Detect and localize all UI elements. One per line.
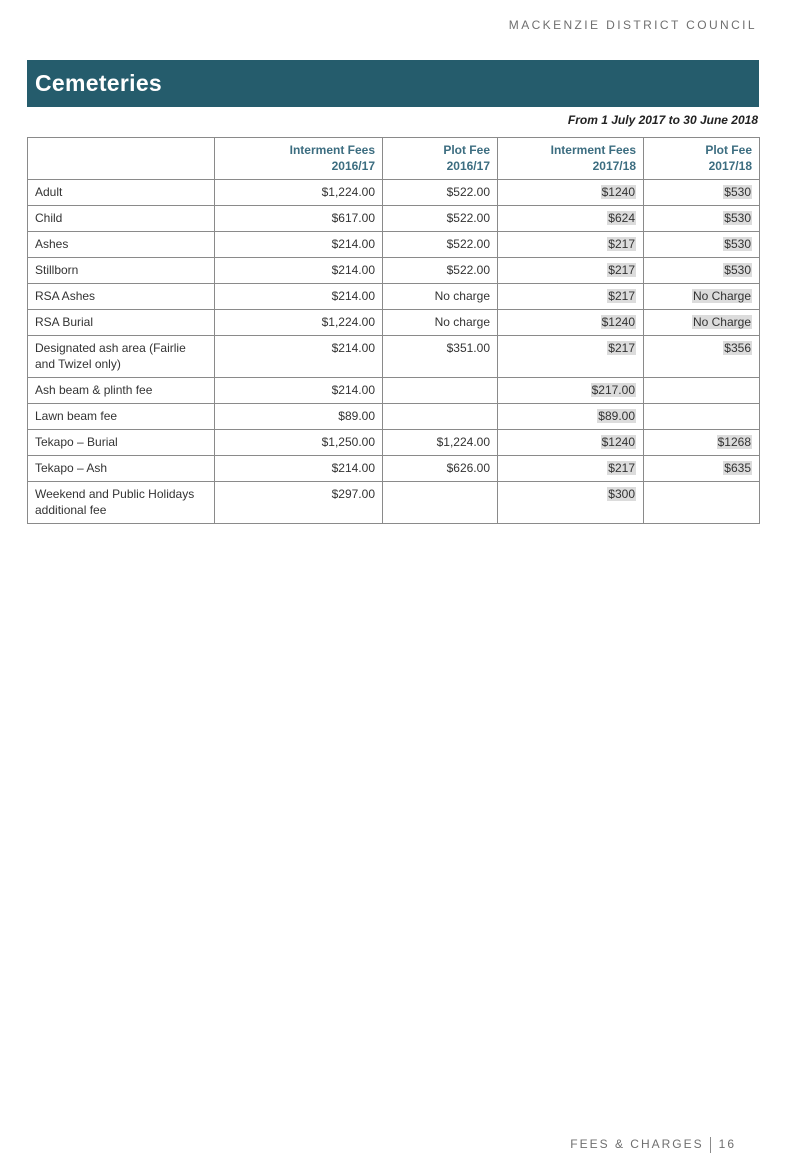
cell-plot-1617: $522.00	[383, 232, 498, 258]
cell-plot-1617: No charge	[383, 284, 498, 310]
cell-label: Ash beam & plinth fee	[28, 378, 215, 404]
table-row	[28, 258, 760, 284]
column-header-plot-1718: Plot Fee 2017/18	[644, 138, 760, 180]
cemetery-fees-table	[27, 137, 760, 524]
table-row	[28, 404, 760, 430]
page-number: 16	[718, 1137, 736, 1152]
cell-plot-1718: $635	[644, 456, 760, 482]
cell-interment-1617: $1,224.00	[215, 310, 383, 336]
page-footer	[570, 1137, 736, 1153]
cell-plot-1718: $1268	[644, 430, 760, 456]
cell-interment-1718: $217.00	[498, 378, 644, 404]
table-row	[28, 482, 760, 524]
cell-plot-1718: $530	[644, 258, 760, 284]
cell-plot-1617: $1,224.00	[383, 430, 498, 456]
table-row	[28, 284, 760, 310]
cell-interment-1617: $214.00	[215, 378, 383, 404]
cell-plot-1718: No Charge	[644, 310, 760, 336]
cell-interment-1718: $217	[498, 336, 644, 378]
cell-plot-1718: $530	[644, 180, 760, 206]
cell-label: Tekapo – Burial	[28, 430, 215, 456]
cell-interment-1718: $1240	[498, 430, 644, 456]
cell-label: Weekend and Public Holidays additional fee	[28, 482, 215, 524]
cell-interment-1617: $1,250.00	[215, 430, 383, 456]
cell-plot-1718: $356	[644, 336, 760, 378]
cell-plot-1718	[644, 482, 760, 524]
cell-interment-1617: $214.00	[215, 456, 383, 482]
cell-interment-1617: $214.00	[215, 232, 383, 258]
cell-interment-1718: $217	[498, 284, 644, 310]
column-header-description	[28, 138, 215, 180]
cell-interment-1617: $214.00	[215, 284, 383, 310]
cell-plot-1617	[383, 378, 498, 404]
cell-interment-1617: $89.00	[215, 404, 383, 430]
organization-name: MACKENZIE DISTRICT COUNCIL	[508, 18, 757, 32]
cell-label: RSA Ashes	[28, 284, 215, 310]
section-banner	[27, 60, 759, 107]
cell-label: Adult	[28, 180, 215, 206]
cell-interment-1718: $217	[498, 456, 644, 482]
cell-label: Ashes	[28, 232, 215, 258]
cell-plot-1617: $522.00	[383, 180, 498, 206]
cell-plot-1617: $522.00	[383, 206, 498, 232]
cell-interment-1718: $1240	[498, 310, 644, 336]
column-header-interment-1718: Interment Fees 2017/18	[498, 138, 644, 180]
cell-plot-1718: No Charge	[644, 284, 760, 310]
cell-plot-1617: No charge	[383, 310, 498, 336]
cell-plot-1617: $522.00	[383, 258, 498, 284]
table-row	[28, 456, 760, 482]
cell-interment-1718: $217	[498, 232, 644, 258]
cell-label: Stillborn	[28, 258, 215, 284]
section-title: Cemeteries	[35, 70, 163, 96]
cell-label: Designated ash area (Fairlie and Twizel only)	[28, 336, 215, 378]
cell-plot-1617	[383, 404, 498, 430]
cell-plot-1718: $530	[644, 232, 760, 258]
footer-section: FEES & CHARGES	[570, 1137, 704, 1152]
table-row	[28, 336, 760, 378]
cell-plot-1718	[644, 404, 760, 430]
table-row	[28, 310, 760, 336]
column-header-plot-1617: Plot Fee 2016/17	[383, 138, 498, 180]
cell-interment-1617: $1,224.00	[215, 180, 383, 206]
cell-interment-1718: $624	[498, 206, 644, 232]
cell-plot-1617: $351.00	[383, 336, 498, 378]
cell-interment-1718: $1240	[498, 180, 644, 206]
column-header-interment-1617: Interment Fees 2016/17	[215, 138, 383, 180]
cell-label: RSA Burial	[28, 310, 215, 336]
table-row	[28, 378, 760, 404]
cell-interment-1617: $617.00	[215, 206, 383, 232]
cell-label: Tekapo – Ash	[28, 456, 215, 482]
cell-interment-1718: $89.00	[498, 404, 644, 430]
cell-interment-1718: $217	[498, 258, 644, 284]
footer-divider	[710, 1137, 711, 1153]
table-header-row	[28, 138, 760, 180]
cell-plot-1617	[383, 482, 498, 524]
cell-interment-1617: $214.00	[215, 336, 383, 378]
table-row	[28, 430, 760, 456]
cell-interment-1617: $297.00	[215, 482, 383, 524]
cell-label: Lawn beam fee	[28, 404, 215, 430]
cell-label: Child	[28, 206, 215, 232]
cell-interment-1718: $300	[498, 482, 644, 524]
effective-period: From 1 July 2017 to 30 June 2018	[567, 113, 758, 127]
table-row	[28, 232, 760, 258]
table-row	[28, 180, 760, 206]
cell-plot-1718	[644, 378, 760, 404]
table-row	[28, 206, 760, 232]
cell-plot-1617: $626.00	[383, 456, 498, 482]
cell-interment-1617: $214.00	[215, 258, 383, 284]
cell-plot-1718: $530	[644, 206, 760, 232]
